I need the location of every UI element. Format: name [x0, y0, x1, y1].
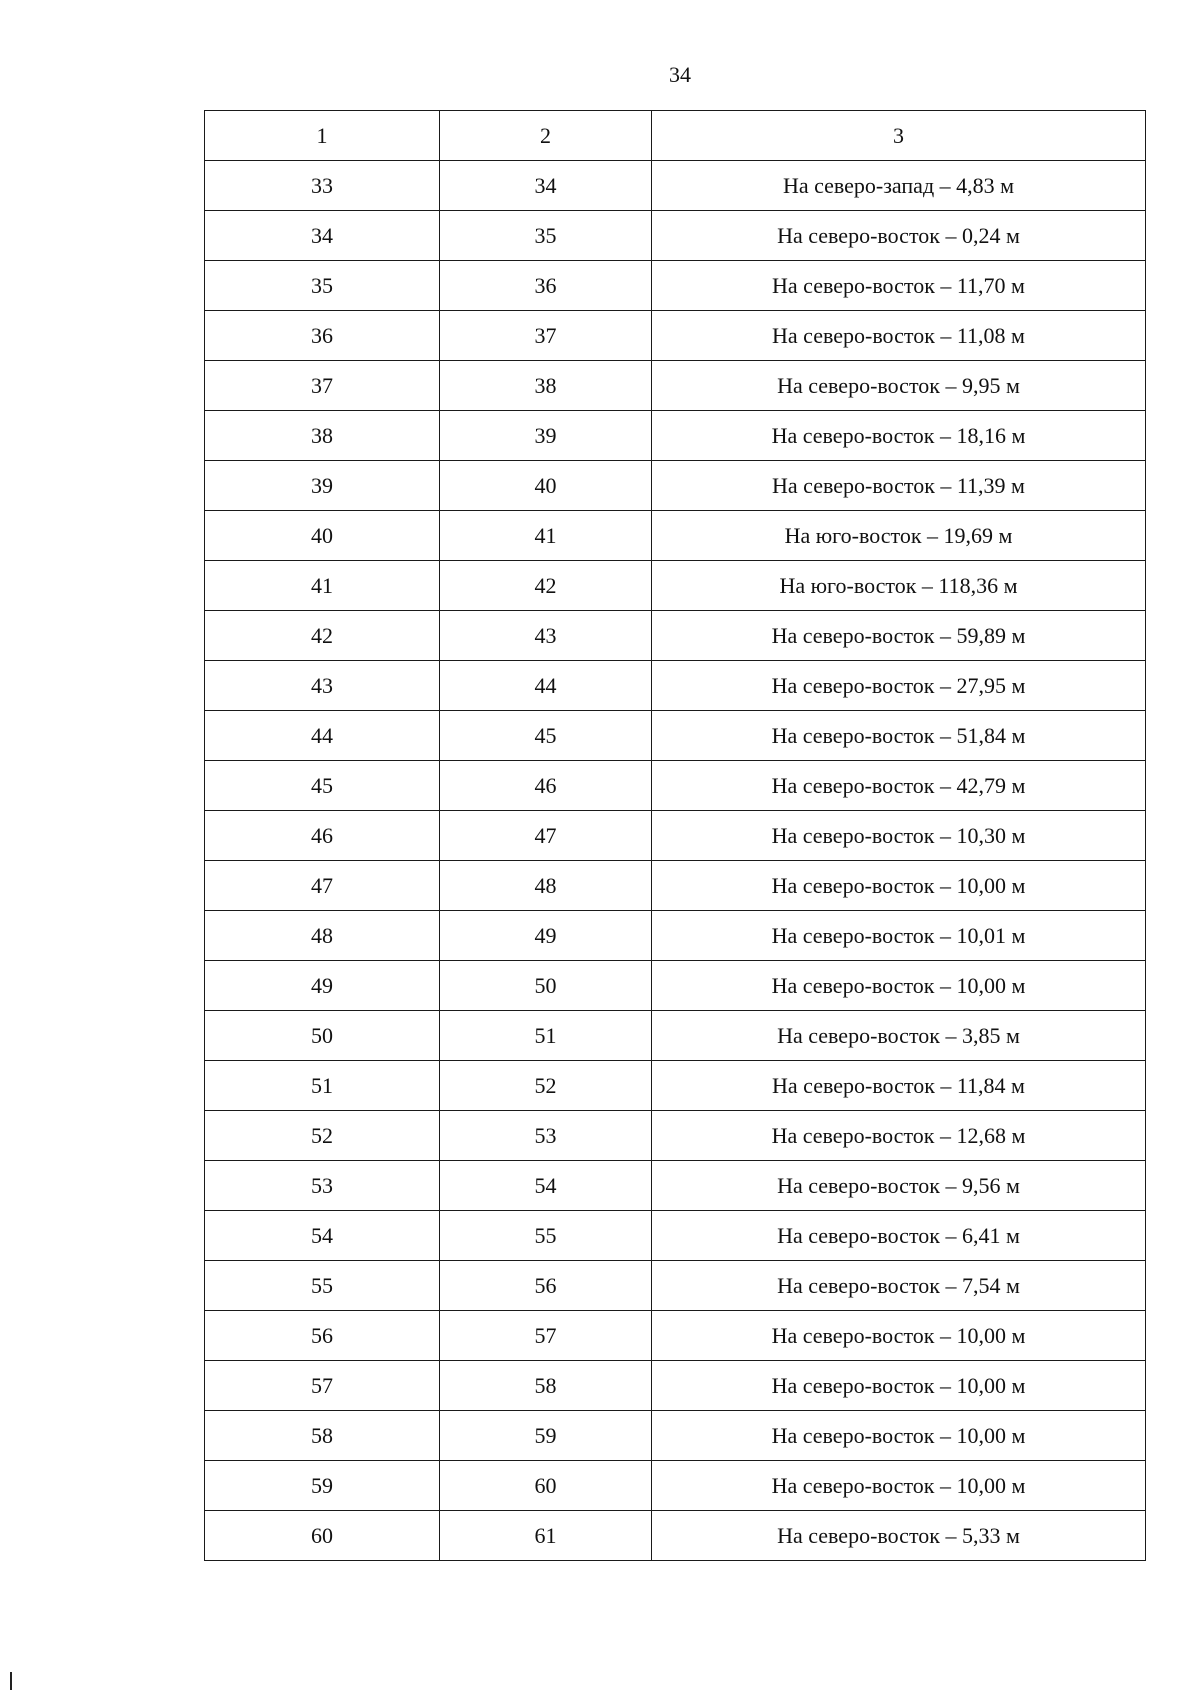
to-point-cell: 46 — [440, 761, 652, 811]
to-point-cell: 52 — [440, 1061, 652, 1111]
to-point-cell: 59 — [440, 1411, 652, 1461]
direction-distance-cell: На северо-восток – 11,39 м — [652, 461, 1146, 511]
table-row — [205, 161, 1146, 211]
to-point-cell: 37 — [440, 311, 652, 361]
from-point-cell: 55 — [205, 1261, 440, 1311]
from-point-cell: 52 — [205, 1111, 440, 1161]
direction-distance-cell: На северо-восток – 7,54 м — [652, 1261, 1146, 1311]
to-point-cell: 34 — [440, 161, 652, 211]
table-row — [205, 561, 1146, 611]
direction-distance-cell: На северо-восток – 0,24 м — [652, 211, 1146, 261]
table-row — [205, 1211, 1146, 1261]
table-row — [205, 1411, 1146, 1461]
direction-distance-cell: На северо-восток – 18,16 м — [652, 411, 1146, 461]
direction-distance-cell: На северо-восток – 12,68 м — [652, 1111, 1146, 1161]
table-row — [205, 761, 1146, 811]
table-row — [205, 611, 1146, 661]
to-point-cell: 38 — [440, 361, 652, 411]
to-point-cell: 54 — [440, 1161, 652, 1211]
table-row — [205, 411, 1146, 461]
table-row — [205, 1461, 1146, 1511]
to-point-cell: 60 — [440, 1461, 652, 1511]
direction-distance-cell: На северо-восток – 5,33 м — [652, 1511, 1146, 1561]
from-point-cell: 44 — [205, 711, 440, 761]
direction-distance-cell: На северо-восток – 42,79 м — [652, 761, 1146, 811]
to-point-cell: 47 — [440, 811, 652, 861]
to-point-cell: 42 — [440, 561, 652, 611]
direction-distance-cell: На северо-восток – 51,84 м — [652, 711, 1146, 761]
direction-distance-cell: На северо-запад – 4,83 м — [652, 161, 1146, 211]
direction-distance-cell: На северо-восток – 11,08 м — [652, 311, 1146, 361]
from-point-cell: 53 — [205, 1161, 440, 1211]
margin-mark — [10, 1672, 12, 1690]
from-point-cell: 33 — [205, 161, 440, 211]
column-header-2: 2 — [440, 111, 652, 161]
to-point-cell: 58 — [440, 1361, 652, 1411]
table-row — [205, 511, 1146, 561]
direction-distance-cell: На юго-восток – 19,69 м — [652, 511, 1146, 561]
table-row — [205, 861, 1146, 911]
from-point-cell: 60 — [205, 1511, 440, 1561]
from-point-cell: 39 — [205, 461, 440, 511]
table-row — [205, 811, 1146, 861]
direction-distance-cell: На северо-восток – 11,84 м — [652, 1061, 1146, 1111]
table-row — [205, 361, 1146, 411]
to-point-cell: 49 — [440, 911, 652, 961]
direction-distance-cell: На северо-восток – 10,00 м — [652, 861, 1146, 911]
boundary-table — [204, 110, 1146, 1561]
table-row — [205, 1161, 1146, 1211]
table-row — [205, 711, 1146, 761]
from-point-cell: 38 — [205, 411, 440, 461]
table-row — [205, 261, 1146, 311]
from-point-cell: 43 — [205, 661, 440, 711]
direction-distance-cell: На северо-восток – 9,56 м — [652, 1161, 1146, 1211]
table-row — [205, 1311, 1146, 1361]
from-point-cell: 48 — [205, 911, 440, 961]
from-point-cell: 34 — [205, 211, 440, 261]
table-body — [205, 161, 1146, 1561]
to-point-cell: 40 — [440, 461, 652, 511]
table-row — [205, 661, 1146, 711]
direction-distance-cell: На северо-восток – 10,00 м — [652, 1411, 1146, 1461]
from-point-cell: 58 — [205, 1411, 440, 1461]
to-point-cell: 55 — [440, 1211, 652, 1261]
direction-distance-cell: На юго-восток – 118,36 м — [652, 561, 1146, 611]
to-point-cell: 41 — [440, 511, 652, 561]
from-point-cell: 42 — [205, 611, 440, 661]
direction-distance-cell: На северо-восток – 10,01 м — [652, 911, 1146, 961]
from-point-cell: 36 — [205, 311, 440, 361]
direction-distance-cell: На северо-восток – 10,00 м — [652, 1461, 1146, 1511]
direction-distance-cell: На северо-восток – 10,00 м — [652, 1311, 1146, 1361]
direction-distance-cell: На северо-восток – 59,89 м — [652, 611, 1146, 661]
from-point-cell: 49 — [205, 961, 440, 1011]
table-row — [205, 311, 1146, 361]
from-point-cell: 57 — [205, 1361, 440, 1411]
to-point-cell: 53 — [440, 1111, 652, 1161]
from-point-cell: 46 — [205, 811, 440, 861]
column-header-1: 1 — [205, 111, 440, 161]
from-point-cell: 41 — [205, 561, 440, 611]
direction-distance-cell: На северо-восток – 10,00 м — [652, 1361, 1146, 1411]
table-row — [205, 961, 1146, 1011]
table-row — [205, 1511, 1146, 1561]
to-point-cell: 39 — [440, 411, 652, 461]
to-point-cell: 57 — [440, 1311, 652, 1361]
table-row — [205, 911, 1146, 961]
to-point-cell: 51 — [440, 1011, 652, 1061]
direction-distance-cell: На северо-восток – 27,95 м — [652, 661, 1146, 711]
from-point-cell: 56 — [205, 1311, 440, 1361]
table-row — [205, 1361, 1146, 1411]
to-point-cell: 36 — [440, 261, 652, 311]
from-point-cell: 59 — [205, 1461, 440, 1511]
to-point-cell: 35 — [440, 211, 652, 261]
table-row — [205, 1111, 1146, 1161]
table-header-row — [205, 111, 1146, 161]
from-point-cell: 50 — [205, 1011, 440, 1061]
to-point-cell: 61 — [440, 1511, 652, 1561]
to-point-cell: 44 — [440, 661, 652, 711]
direction-distance-cell: На северо-восток – 6,41 м — [652, 1211, 1146, 1261]
direction-distance-cell: На северо-восток – 10,30 м — [652, 811, 1146, 861]
from-point-cell: 54 — [205, 1211, 440, 1261]
to-point-cell: 56 — [440, 1261, 652, 1311]
table-row — [205, 211, 1146, 261]
table-row — [205, 1061, 1146, 1111]
table-row — [205, 1011, 1146, 1061]
from-point-cell: 45 — [205, 761, 440, 811]
to-point-cell: 45 — [440, 711, 652, 761]
direction-distance-cell: На северо-восток – 10,00 м — [652, 961, 1146, 1011]
table-row — [205, 461, 1146, 511]
from-point-cell: 47 — [205, 861, 440, 911]
from-point-cell: 40 — [205, 511, 440, 561]
from-point-cell: 51 — [205, 1061, 440, 1111]
table-row — [205, 1261, 1146, 1311]
page-number: 34 — [669, 62, 691, 87]
from-point-cell: 35 — [205, 261, 440, 311]
from-point-cell: 37 — [205, 361, 440, 411]
to-point-cell: 50 — [440, 961, 652, 1011]
direction-distance-cell: На северо-восток – 9,95 м — [652, 361, 1146, 411]
direction-distance-cell: На северо-восток – 11,70 м — [652, 261, 1146, 311]
to-point-cell: 43 — [440, 611, 652, 661]
direction-distance-cell: На северо-восток – 3,85 м — [652, 1011, 1146, 1061]
column-header-3: 3 — [652, 111, 1146, 161]
to-point-cell: 48 — [440, 861, 652, 911]
